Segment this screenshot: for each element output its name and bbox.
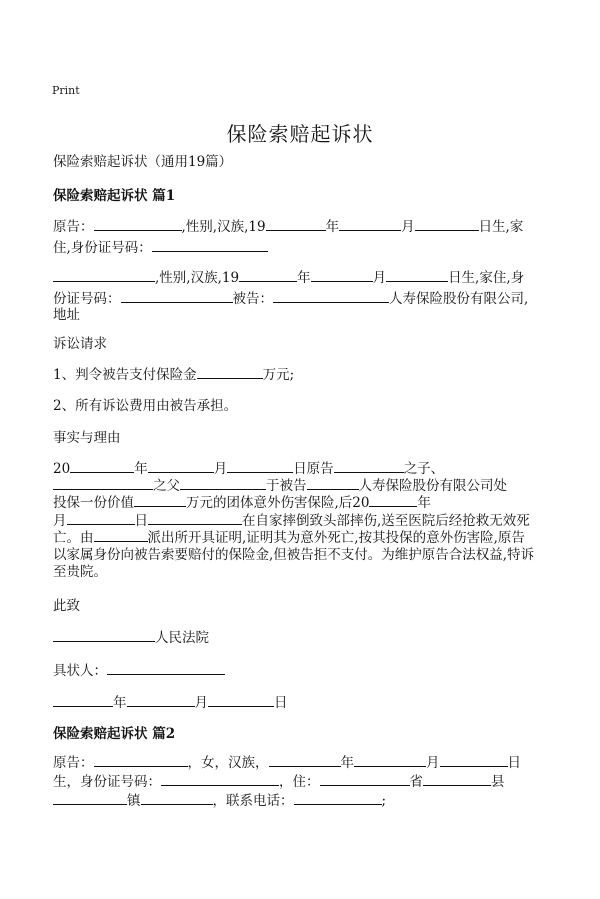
blank [197, 364, 263, 379]
section1-address-line: 地址 [53, 307, 80, 323]
print-link[interactable]: Print [52, 84, 80, 97]
text: 月 [426, 755, 440, 771]
blank [423, 771, 491, 786]
text: 在自家摔倒致头部摔伤,送至医院后经抢救无效死 [242, 513, 530, 529]
signer-line [53, 660, 553, 682]
blank [273, 288, 389, 303]
blank [94, 752, 188, 767]
blank [134, 492, 186, 507]
text: 年 [113, 695, 127, 711]
text: ; [381, 793, 387, 809]
text: 投保一份价值 [53, 495, 134, 511]
blank [152, 237, 268, 252]
page-title: 保险索赔起诉状 [226, 122, 374, 146]
text: 人寿保险股份有限公司, [389, 291, 529, 307]
blank [53, 267, 155, 282]
text: 1、判令被告支付保险金 [53, 367, 197, 383]
text: 日 [134, 513, 148, 529]
blank [148, 510, 242, 525]
blank [386, 267, 448, 282]
text: 省 [409, 774, 423, 790]
blank [369, 492, 417, 507]
text: 生，身份证号码： [53, 774, 161, 790]
text: 年 [134, 461, 148, 477]
text: ,性别,汉族,19 [155, 270, 240, 286]
date-line [53, 692, 553, 714]
section1-id-line [53, 237, 553, 259]
section1-second-party-line [53, 267, 553, 289]
blank [94, 216, 182, 231]
text: 派出所开具证明,证明其为意外死亡,按其投保的意外伤害险,原告 [147, 530, 525, 546]
facts-heading: 事实与理由 [53, 430, 121, 446]
text: 之父 [153, 478, 180, 494]
section2-heading: 保险索赔起诉状 篇2 [53, 726, 176, 742]
text: 原告： [53, 755, 94, 771]
section1-heading: 保险索赔起诉状 篇1 [53, 188, 176, 204]
text: ，女，汉族， [187, 755, 269, 771]
facts-line-6: 以家属身份向被告索要赔付的保险金,但被告拒不支付。为维护原告合法权益,特诉 [53, 547, 535, 563]
text: 人民法院 [155, 630, 209, 646]
facts-line-7: 至贵院。 [53, 564, 107, 580]
text: 万元; [262, 367, 295, 383]
blank [53, 627, 155, 642]
text: 镇 [127, 793, 141, 809]
blank [320, 771, 410, 786]
text: 亡。由 [53, 530, 94, 546]
text: 具状人： [53, 663, 107, 679]
claim-2: 2、所有诉讼费用由被告承担。 [53, 398, 238, 414]
text: 日 [507, 755, 521, 771]
blank [70, 458, 134, 473]
text: 年 [297, 270, 311, 286]
blank [107, 660, 225, 675]
text: 日生,家 [478, 219, 524, 235]
blank [127, 692, 195, 707]
subtitle: 保险索赔起诉状（通用19篇） [53, 154, 233, 170]
text: 县 [491, 774, 505, 790]
blank [354, 752, 426, 767]
blank [227, 458, 293, 473]
text: 万元的团体意外伤害保险,后20 [186, 495, 370, 511]
blank [415, 216, 479, 231]
text: 日原告 [293, 461, 334, 477]
text: 住,身份证号码： [53, 240, 152, 256]
blank [269, 752, 341, 767]
blank [53, 790, 127, 805]
claim-1 [53, 364, 553, 386]
text: ，住： [279, 774, 320, 790]
text: ,性别,汉族,19 [181, 219, 266, 235]
blank [141, 790, 213, 805]
blank [53, 475, 153, 490]
section2-line-3 [53, 790, 553, 812]
text: 月 [53, 513, 67, 529]
blank [294, 790, 382, 805]
blank [440, 752, 508, 767]
text: 日生,家住,身 [448, 270, 525, 286]
text: 被告： [232, 291, 273, 307]
blank [180, 475, 266, 490]
text: 月 [372, 270, 387, 286]
blank [161, 771, 279, 786]
claims-heading: 诉讼请求 [53, 336, 107, 352]
blank [94, 527, 148, 542]
section1-plaintiff-line [53, 216, 553, 238]
text: 份证号码： [53, 291, 121, 307]
text: 年 [340, 755, 354, 771]
blank [208, 692, 274, 707]
blank [53, 692, 113, 707]
label: 原告： [53, 219, 94, 235]
blank [339, 216, 401, 231]
blank [67, 510, 135, 525]
text: 于被告 [266, 478, 307, 494]
court-line [53, 627, 553, 649]
text: 年 [417, 495, 431, 511]
text: 月 [401, 219, 415, 235]
text: 之子、 [403, 461, 445, 477]
text: ，联系电话： [212, 793, 294, 809]
text: 年 [325, 219, 340, 235]
text: 月 [194, 695, 208, 711]
blank [311, 267, 373, 282]
blank [266, 216, 326, 231]
blank [239, 267, 297, 282]
blank [307, 475, 359, 490]
text: 日 [274, 695, 288, 711]
blank [334, 458, 404, 473]
blank [148, 458, 214, 473]
blank [121, 288, 233, 303]
text: 20 [53, 461, 71, 477]
closing: 此致 [53, 598, 80, 614]
text: 人寿保险股份有限公司处 [358, 478, 507, 494]
text: 月 [213, 461, 228, 477]
